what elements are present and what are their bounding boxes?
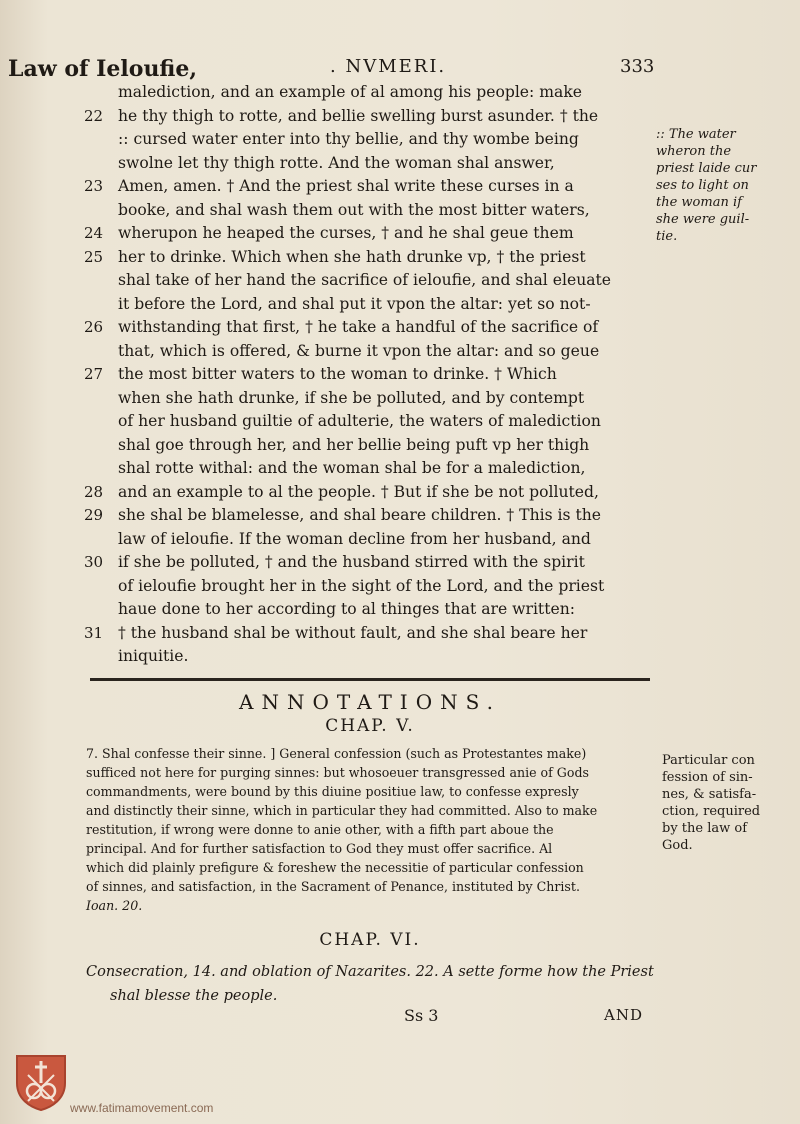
text-line [84, 340, 654, 364]
annotation-margin-line: ction, required [662, 804, 761, 819]
text-line [84, 551, 654, 575]
annotations-body [86, 744, 656, 915]
verse-number: 22 [84, 106, 104, 125]
margin-note-line: the woman if [656, 195, 742, 210]
text-line [84, 175, 654, 199]
annotation-margin-note [662, 752, 782, 854]
verse-text: of her husband guiltie of adulterie, the waters of malediction [118, 412, 601, 430]
verse-text: haue done to her according to al thinges that are written: [118, 600, 575, 618]
page-header [8, 56, 655, 84]
verse-text: malediction, and an example of al among his people: make [118, 83, 583, 101]
verse-number: 26 [84, 318, 104, 336]
annotation-line: which did plainly prefigure & foreshew the necessitie of particular confession [86, 860, 584, 875]
verse-number: 25 [84, 247, 104, 266]
verse-text: shal rotte withal: and the woman shal be for a malediction, [118, 459, 586, 477]
verse-text: he thy thigh to rotte, and bellie swelling burst asunder. † the [118, 106, 599, 125]
text-line [84, 81, 654, 105]
text-line [84, 199, 654, 223]
verse-text: swolne let thy thigh rotte. And the woman shal answer, [118, 153, 555, 172]
signature-mark: Ss 3 [404, 1006, 439, 1025]
verse-text: law of ieloufie. If the woman decline from her husband, and [118, 529, 591, 548]
text-line [84, 152, 654, 176]
annotation-margin-line: by the law of [662, 821, 748, 836]
summary-line: Consecration, 14. and oblation of Nazarites. 22. A sette forme how the Priest [86, 964, 654, 980]
page-number: 333 [620, 56, 655, 77]
text-line [84, 387, 654, 411]
section-divider [90, 678, 650, 681]
verse-text: and an example to al the people. † But if she be not polluted, [118, 482, 599, 501]
verse-text: she shal be blamelesse, and shal beare children. † This is the [118, 506, 602, 524]
text-line [84, 363, 654, 387]
text-line [84, 434, 654, 458]
verse-text: shal take of her hand the sacrifice of ieloufie, and shal eleuate [118, 271, 612, 289]
margin-note [656, 126, 776, 245]
verse-text: shal goe through her, and her bellie being puft vp her thigh [118, 435, 590, 454]
text-line [84, 410, 654, 434]
annotation-margin-line: God. [662, 838, 693, 853]
annotations-chapter: CHAP. V. [325, 716, 415, 736]
text-line [84, 645, 654, 669]
text-line [84, 481, 654, 505]
text-line [84, 598, 654, 622]
verse-text: that, which is offered, & burne it vpon the altar: and so geue [118, 341, 600, 360]
running-title: Law of Ieloufie, [8, 56, 198, 82]
margin-note-line: :: The water [656, 127, 736, 142]
verse-text: when she hath drunke, if she be polluted, and by contempt [118, 388, 585, 407]
annotation-margin-line: fession of sin- [662, 770, 753, 785]
verse-number: 23 [84, 177, 104, 195]
verse-text: iniquitie. [118, 647, 189, 665]
margin-note-line: wheron the [656, 144, 732, 159]
summary-line: shal blesse the people. [110, 988, 278, 1004]
verse-number: 31 [84, 623, 104, 642]
annotation-margin-line: Particular con [662, 753, 755, 768]
verse-text: the most bitter waters to the woman to drinke. † Which [118, 365, 557, 383]
next-chapter-heading: CHAP. VI. [319, 930, 421, 950]
footer-website-link[interactable]: www.fatimamovement.com [70, 1101, 214, 1115]
annotation-line: 7. Shal confesse their sinne. ] General confession (such as Protestantes make) [86, 746, 587, 761]
text-line [84, 222, 654, 246]
text-line [84, 246, 654, 270]
verse-text: Amen, amen. † And the priest shal write these curses in a [118, 177, 574, 195]
text-line [84, 528, 654, 552]
scripture-text [84, 81, 654, 669]
annotation-line: Ioan. 20. [86, 898, 143, 913]
verse-text: :: cursed water enter into thy bellie, and thy wombe being [118, 130, 579, 148]
margin-note-line: priest laide cur [656, 161, 757, 176]
text-line [84, 128, 654, 152]
annotations-heading: ANNOTATIONS. [239, 690, 501, 714]
verse-text: booke, and shal wash them out with the most bitter waters, [118, 200, 590, 219]
verse-text: if she be polluted, † and the husband stirred with the spirit [118, 553, 585, 571]
verse-number: 29 [84, 506, 104, 524]
book-title: . NVMERI. [330, 56, 447, 77]
text-line [84, 575, 654, 599]
annotation-line: restitution, if wrong were donne to anie other, with a fifth part aboue the [86, 822, 554, 837]
verse-text: withstanding that first, † he take a handful of the sacrifice of [118, 318, 599, 336]
annotation-line: sufficed not here for purging sinnes: but whosoeuer transgressed anie of Gods [86, 765, 589, 780]
text-line [84, 504, 654, 528]
shield-logo-icon[interactable] [14, 1053, 68, 1111]
verse-text: it before the Lord, and shal put it vpon the altar: yet so not- [118, 294, 591, 313]
verse-number: 27 [84, 365, 104, 383]
verse-text: † the husband shal be without fault, and she shal beare her [118, 623, 588, 642]
text-line [84, 622, 654, 646]
verse-number: 30 [84, 553, 104, 571]
verse-text: her to drinke. Which when she hath drunke vp, † the priest [118, 247, 586, 266]
margin-note-line: she were guil- [656, 212, 750, 227]
annotation-line: of sinnes, and satisfaction, in the Sacrament of Penance, instituted by Christ. [86, 879, 580, 894]
margin-note-line: ses to light on [656, 178, 749, 193]
catchword: AND [604, 1006, 643, 1024]
verse-text: wherupon he heaped the curses, † and he shal geue them [118, 224, 574, 242]
annotation-line: and distinctly their sinne, which in particular they had committed. Also to make [86, 803, 598, 818]
text-line [84, 293, 654, 317]
verse-number: 24 [84, 224, 104, 242]
verse-text: of ieloufie brought her in the sight of the Lord, and the priest [118, 576, 605, 595]
text-line [84, 269, 654, 293]
text-line [84, 457, 654, 481]
annotation-margin-line: nes, & satisfa- [662, 787, 757, 802]
annotation-line: principal. And for further satisfaction to God they must offer sacrifice. Al [86, 841, 553, 856]
margin-note-line: tie. [656, 229, 678, 244]
chapter-summary [86, 960, 656, 1008]
annotation-line: commandments, were bound by this diuine positiue law, to confesse expresly [86, 784, 579, 799]
text-line [84, 316, 654, 340]
text-line [84, 105, 654, 129]
verse-number: 28 [84, 482, 104, 501]
